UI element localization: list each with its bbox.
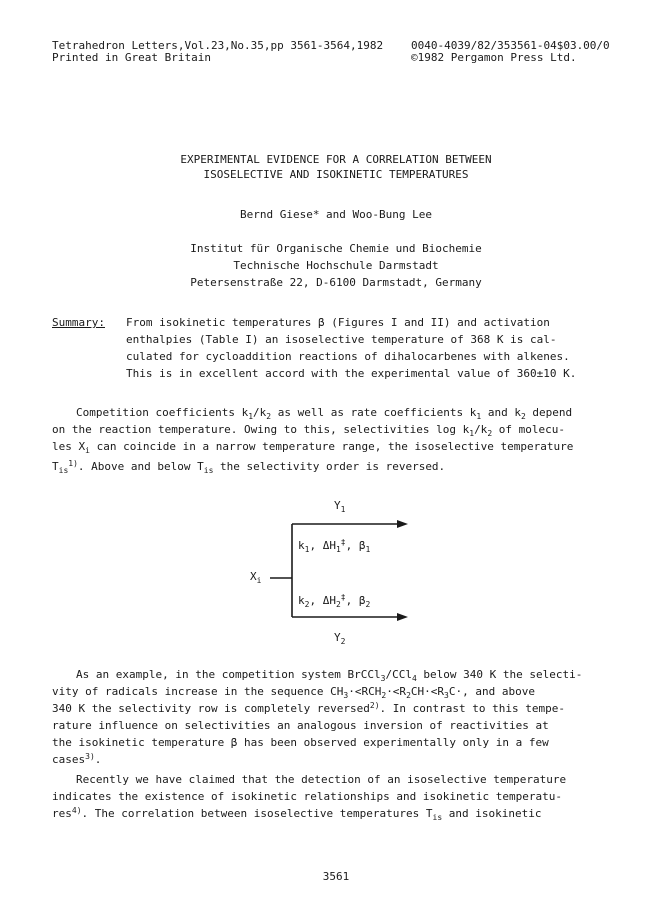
paragraph-3-line-3: res$^{4)}$. The correlation between isoselective temperatures $T_{is}$ and isokinetic [52,806,542,822]
copyright-notice: ©1982 Pergamon Press Ltd. [411,51,577,64]
product-y2: $Y_2$ [334,631,346,646]
paragraph-1-line-2: on the reaction temperature. Owing to this, selectivities $\log k_1/k_2$ of molecu- [52,423,565,438]
printed-location: Printed in Great Britain [52,51,211,64]
paragraph-2-line-4: rature influence on selectivities an analogous inversion of reactivities at [52,719,549,732]
paragraph-1-line-3: les $X_i$ can coincide in a narrow temperature range, the isoselective temperature [52,440,574,455]
lower-arrowhead [397,613,408,621]
paragraph-2-line-2: vity of radicals increase in the sequence $CH_3\cdot<RCH_2\cdot<R_2CH\cdot<R_3C\cdot$, and above [52,685,535,700]
issn-code: 0040-4039/82/353561-04$03.00/0 [411,39,610,52]
summary-line-3: culated for cycloaddition reactions of dihalocarbenes with alkenes. [126,350,570,363]
upper-pathway-label: $k_1$, $\Delta H_1^\ddagger$, $\beta_1$ [298,538,371,554]
paragraph-1-line-4: $T_{is}^{1)}$. Above and below $T_{is}$ the selectivity order is reversed. [52,459,446,475]
summary-line-1: From isokinetic temperatures β (Figures I and II) and activation [126,316,550,329]
page-number: 3561 [322,870,350,883]
affiliation-line-2: Technische Hochschule Darmstadt [233,259,439,272]
journal-citation: Tetrahedron Letters,Vol.23,No.35,pp 3561-3564,1982 [52,39,384,52]
lower-pathway-label: $k_2$, $\Delta H_2^\ddagger$, $\beta_2$ [298,593,371,609]
upper-arrowhead [397,520,408,528]
paragraph-2-line-3: 340 K the selectivity row is completely reversed$^{2)}$. In contrast to this tempe- [52,701,565,715]
paragraph-2-line-6: cases$^{3)}$. [52,752,102,766]
summary-line-2: enthalpies (Table I) an isoselective temperature of 368 K is cal- [126,333,557,346]
affiliation-line-3: Petersenstraße 22, D-6100 Darmstadt, Germany [190,276,482,289]
paragraph-2-line-1: As an example, in the competition system BrCCl$_3$/CCl$_4$ below 340 K the selecti- [76,668,583,683]
paragraph-3-line-1: Recently we have claimed that the detection of an isoselective temperature [76,773,567,786]
summary-line-4: This is in excellent accord with the experimental value of 360±10 K. [126,367,577,380]
paragraph-1-line-1: Competition coefficients $k_1/k_2$ as well as rate coefficients $k_1$ and $k_2$ depend [76,406,573,421]
paper-title-line-2: ISOSELECTIVE AND ISOKINETIC TEMPERATURES [203,168,469,181]
authors: Bernd Giese* and Woo-Bung Lee [239,208,433,221]
affiliation-line-1: Institut für Organische Chemie und Biochemie [190,242,482,255]
reactant-xi: $X_i$ [250,570,262,585]
paper-title-line-1: EXPERIMENTAL EVIDENCE FOR A CORRELATION BETWEEN [180,153,492,166]
paragraph-2-line-5: the isokinetic temperature β has been observed experimentally only in a few [52,736,549,749]
paragraph-3-line-2: indicates the existence of isokinetic relationships and isokinetic temperatu- [52,790,562,803]
summary-label: Summary: [52,316,105,329]
product-y1: $Y_1$ [334,499,346,514]
